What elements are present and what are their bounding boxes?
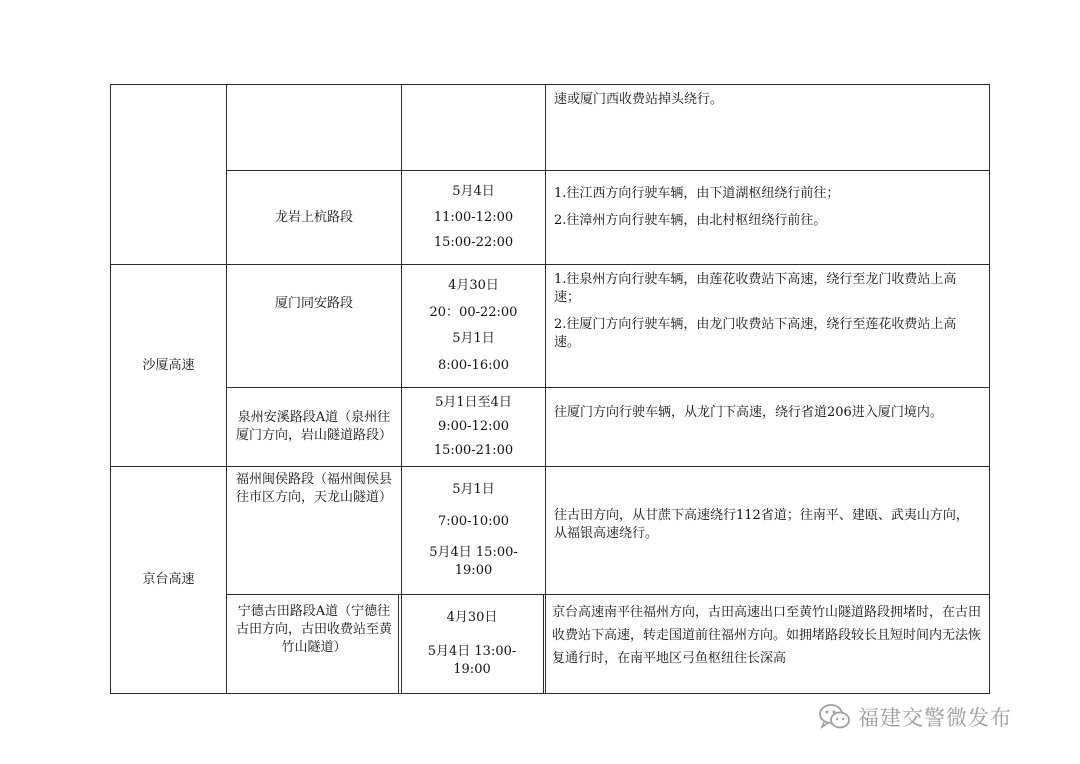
wechat-icon (818, 702, 852, 732)
detour-text: 速或厦门西收费站掉头绕行。 (554, 92, 724, 107)
detour-text: 往厦门方向行驶车辆，从龙门下高速，绕行省道206进入厦门境内。 (554, 405, 943, 420)
time-cell-longyan (401, 170, 546, 265)
section-cell-anxi (226, 387, 402, 467)
desc-cell-minhou (545, 466, 990, 595)
desc-cell-gutian (543, 594, 990, 694)
time-line: 5月1日 (452, 331, 495, 347)
time-line: 5月4日 (452, 183, 495, 199)
time-line: 4月30日 (446, 610, 498, 625)
section-name: 厦门同安路段 (274, 296, 353, 311)
detour-text: 往古田方向，从甘蔗下高速绕行112省道；往南平、建瓯、武夷山方向，从福银高速绕行。 (554, 508, 969, 541)
time-line: 8:00-16:00 (437, 357, 510, 373)
section-cell-continued (226, 84, 402, 171)
section-name: 龙岩上杭路段 (274, 209, 353, 225)
desc-cell-tongan (545, 264, 990, 388)
highway-cell-jingtai (110, 466, 227, 694)
section-name: 宁德古田路段A道（宁德往古田方向，古田收费站至黄竹山隧道） (235, 604, 392, 655)
section-cell-minhou (226, 466, 402, 595)
section-name: 泉州安溪路段A道（泉州往厦门方向，岩山隧道路段） (235, 410, 392, 443)
detour-text: 京台高速南平往福州方向，古田高速出口至黄竹山隧道路段拥堵时，在古田收费站下高速，转走国道前往福州方向。如拥堵路段较长且短时间内无法恢复通行时，在南平地区弓鱼枢纽往长深高 (552, 605, 982, 666)
section-cell-gutian (226, 594, 402, 694)
time-line: 20：00-22:00 (429, 304, 518, 320)
desc-cell-longyan (545, 170, 990, 265)
time-line: 15:00-22:00 (433, 235, 514, 251)
time-cell-continued (401, 84, 546, 171)
time-line: 5月4日 15:00-19:00 (429, 545, 518, 579)
highway-name: 沙厦高速 (142, 357, 195, 373)
section-cell-longyan (226, 170, 402, 265)
time-line: 15:00-21:00 (433, 443, 514, 458)
time-cell-tongan (401, 264, 546, 388)
time-line: 7:00-10:00 (437, 513, 510, 529)
desc-cell-continued (545, 84, 990, 171)
section-name: 福州闽侯路段（福州闽侯县往市区方向，天龙山隧道） (235, 472, 392, 505)
time-cell-anxi (401, 387, 546, 467)
time-line: 5月1日 (452, 481, 495, 497)
watermark-text: 福建交警微发布 (858, 706, 1012, 730)
time-line: 9:00-12:00 (437, 419, 510, 434)
time-line: 5月4日 13:00-19:00 (427, 644, 517, 677)
highway-cell-shaxia (110, 264, 227, 467)
detour-text: 1.往江西方向行驶车辆，由下道湖枢纽绕行前往； (554, 186, 840, 201)
detour-text: 2.往厦门方向行驶车辆，由龙门收费站下高速，绕行至莲花收费站上高速。 (554, 317, 957, 350)
detour-text: 2.往漳州方向行驶车辆，由北村枢纽绕行前往。 (554, 213, 827, 228)
desc-cell-anxi (545, 387, 990, 467)
time-cell-minhou (401, 466, 546, 595)
section-cell-tongan (226, 264, 402, 388)
highway-cell-continued (110, 84, 227, 265)
time-line: 11:00-12:00 (433, 209, 514, 225)
time-cell-gutian (398, 594, 546, 694)
time-line: 5月1日至4日 (435, 395, 512, 410)
highway-name: 京台高速 (142, 572, 195, 587)
watermark (818, 700, 1012, 734)
time-line: 4月30日 (448, 278, 499, 294)
detour-text: 1.往泉州方向行驶车辆，由莲花收费站下高速，绕行至龙门收费站上高速； (554, 272, 957, 305)
